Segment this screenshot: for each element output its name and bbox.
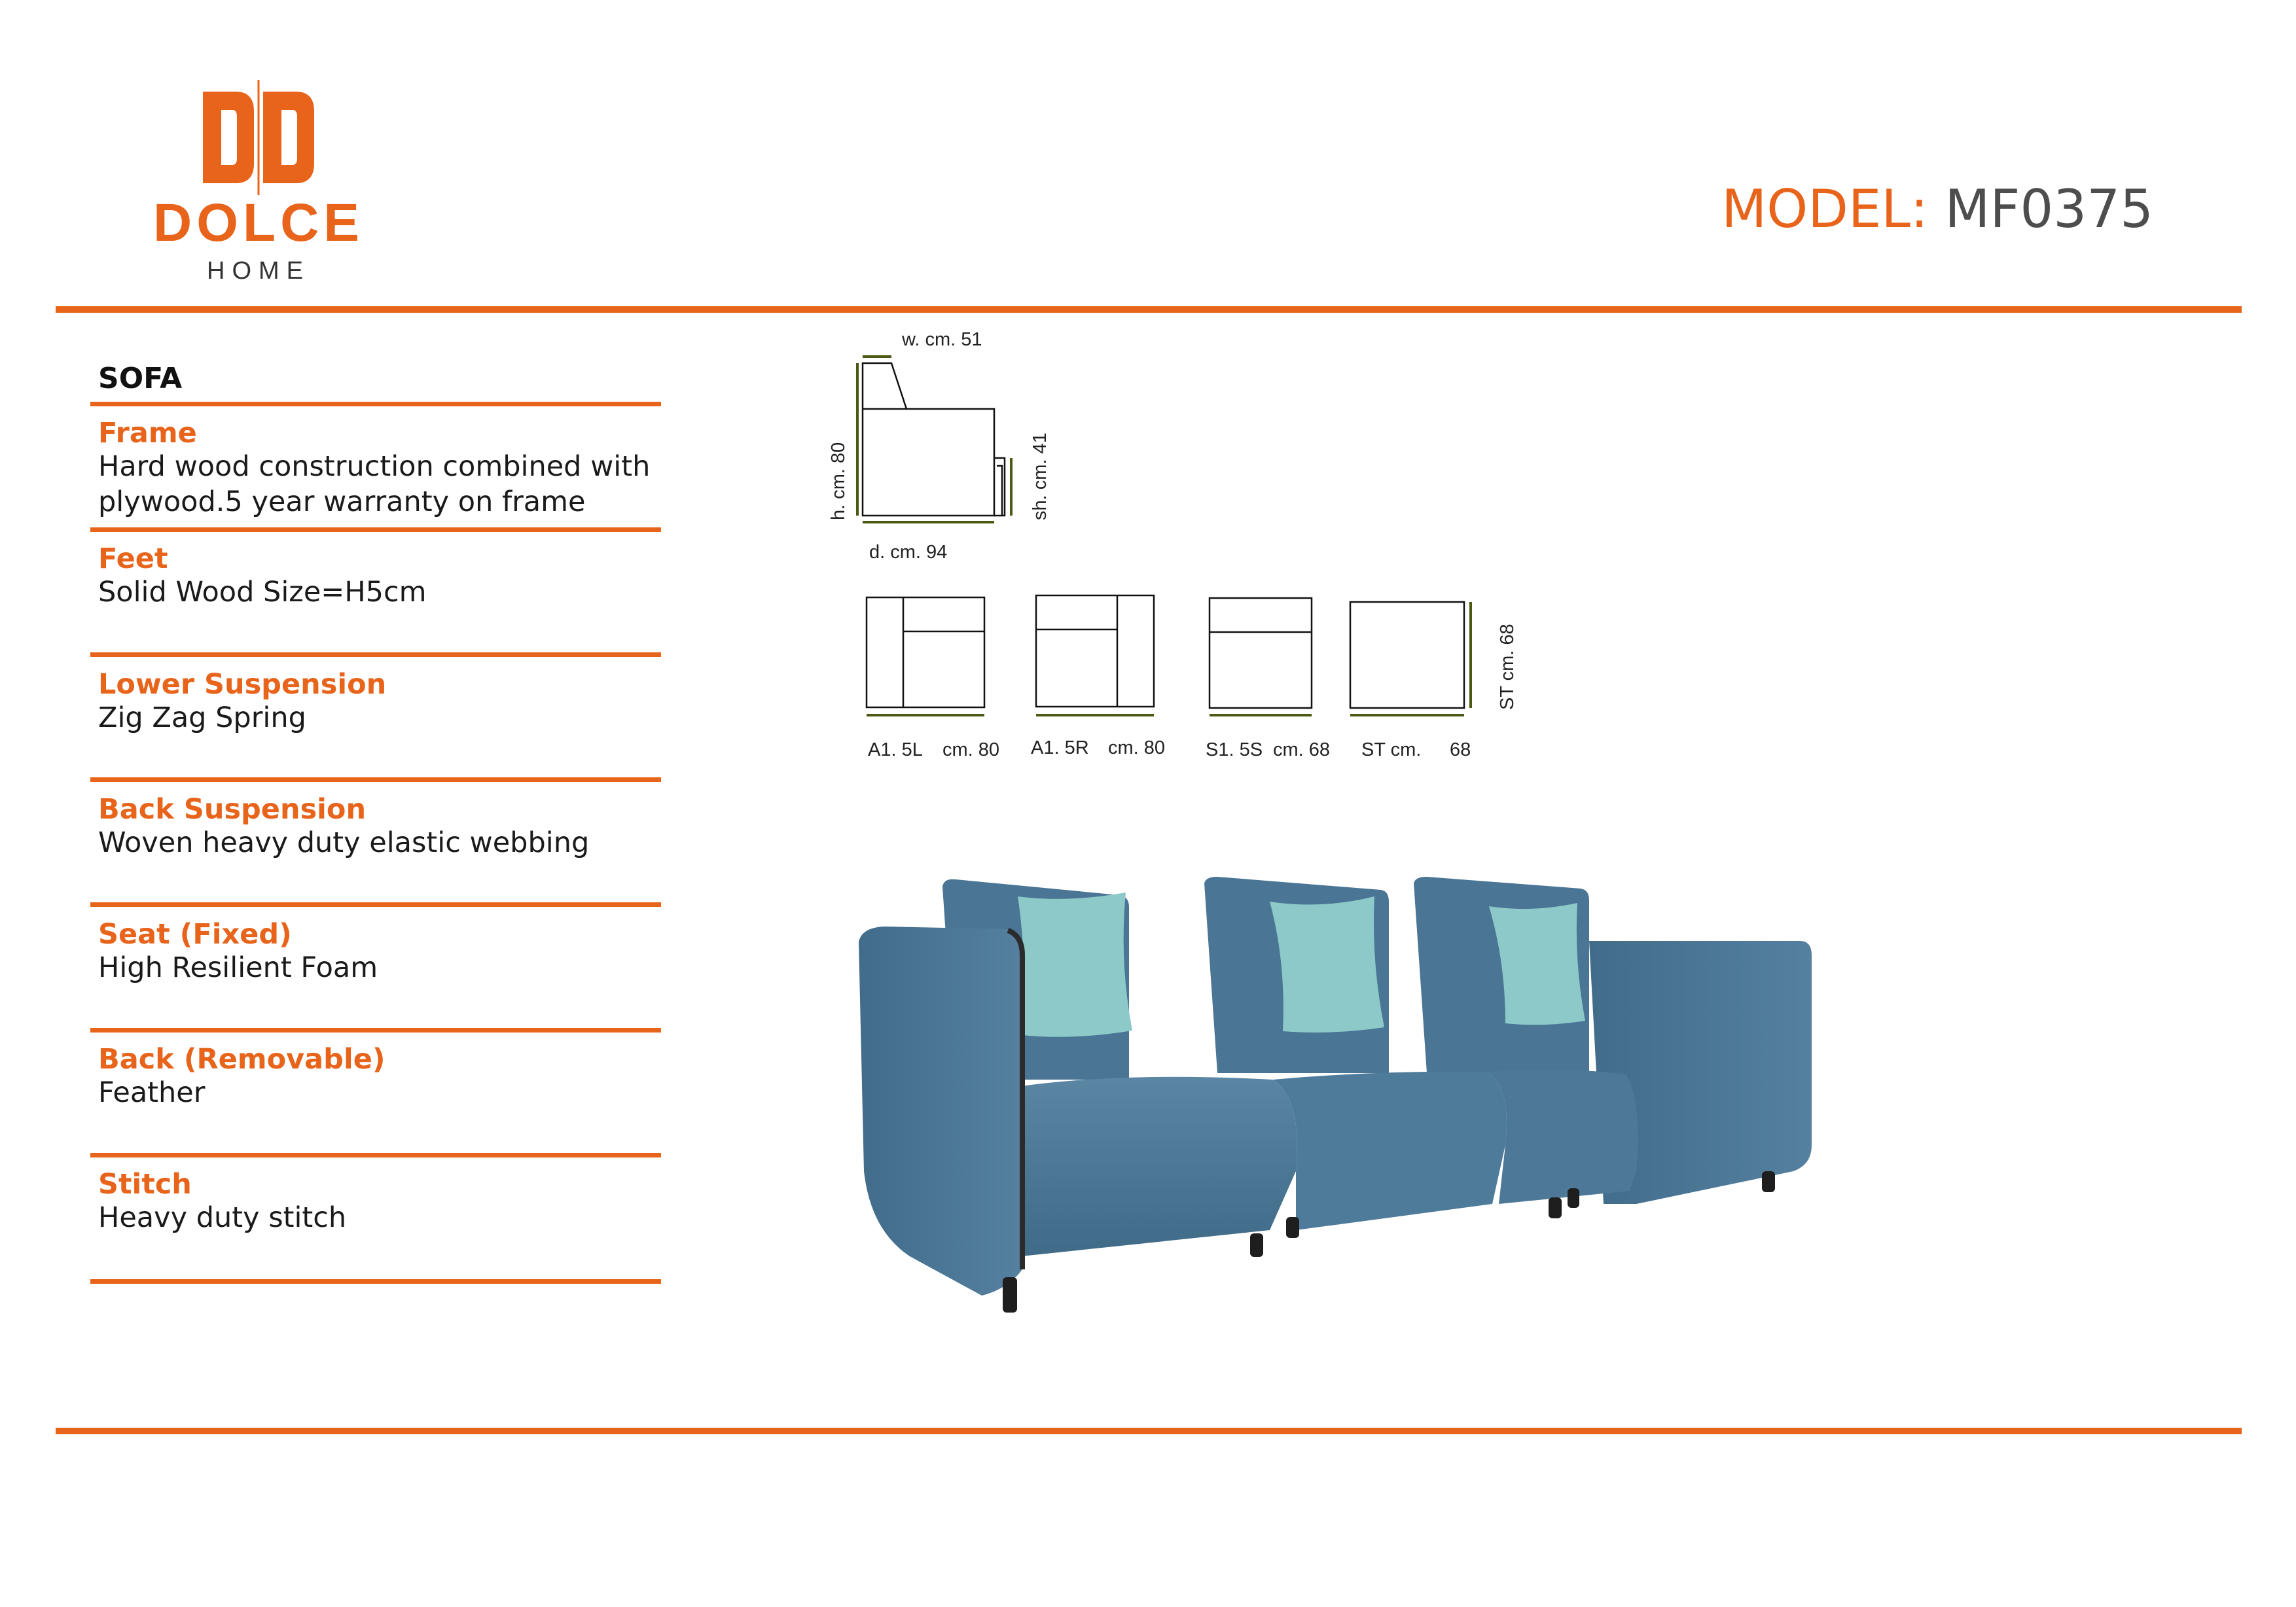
spec-value-feet bbox=[98, 574, 674, 610]
height-label: h. cm. 80 bbox=[828, 442, 849, 520]
spec-line: Hard wood construction combined with bbox=[98, 450, 651, 483]
spec-divider bbox=[90, 527, 661, 532]
depth-label: d. cm. 94 bbox=[869, 542, 948, 563]
spec-value-back bbox=[98, 1075, 674, 1110]
module-code: A1. 5R bbox=[1031, 737, 1089, 758]
header-divider bbox=[56, 306, 2242, 313]
spec-line: Heavy duty stitch bbox=[98, 1201, 347, 1234]
spec-value-frame bbox=[98, 449, 674, 520]
spec-divider bbox=[90, 777, 661, 782]
model-label: MODEL: bbox=[1721, 179, 1928, 239]
product-type: SOFA bbox=[98, 362, 183, 395]
brand-name: DOLCE bbox=[153, 193, 364, 253]
module-code: A1. 5L bbox=[868, 739, 923, 760]
sofa-product-image bbox=[851, 864, 1820, 1335]
module-code: ST cm. bbox=[1361, 739, 1422, 760]
spec-line: High Resilient Foam bbox=[98, 951, 378, 984]
dimension-drawings bbox=[812, 314, 1564, 772]
module-size: 68 bbox=[1450, 739, 1471, 760]
spec-label-back: Back (Removable) bbox=[98, 1043, 386, 1076]
footer-divider bbox=[56, 1428, 2242, 1434]
spec-divider bbox=[90, 1153, 661, 1157]
spec-label-frame: Frame bbox=[98, 417, 197, 450]
spec-divider bbox=[90, 652, 661, 657]
spec-value-lower-suspension bbox=[98, 700, 674, 735]
spec-label-feet: Feet bbox=[98, 542, 168, 575]
model-number: MF0375 bbox=[1945, 179, 2153, 239]
spec-divider bbox=[90, 1279, 661, 1284]
brand-subtitle: HOME bbox=[207, 257, 310, 285]
spec-value-seat bbox=[98, 950, 674, 985]
module-size: cm. 68 bbox=[1273, 739, 1331, 760]
spec-line: Zig Zag Spring bbox=[98, 701, 306, 734]
spec-label-seat: Seat (Fixed) bbox=[98, 918, 292, 951]
model-heading bbox=[1669, 179, 2153, 239]
spec-value-back-suspension bbox=[98, 825, 674, 860]
spec-label-lower-suspension: Lower Suspension bbox=[98, 668, 387, 701]
spec-divider bbox=[90, 402, 661, 406]
seat-height-label: sh. cm. 41 bbox=[1030, 433, 1050, 520]
width-label: w. cm. 51 bbox=[902, 329, 982, 350]
spec-value-stitch bbox=[98, 1200, 674, 1235]
st-side-label: ST cm. 68 bbox=[1497, 624, 1518, 710]
spec-divider bbox=[90, 902, 661, 907]
spec-line: plywood.5 year warranty on frame bbox=[98, 486, 586, 518]
module-size: cm. 80 bbox=[942, 739, 1000, 760]
spec-line: Solid Wood Size=H5cm bbox=[98, 576, 427, 609]
spec-line: Woven heavy duty elastic webbing bbox=[98, 826, 590, 859]
spec-label-stitch: Stitch bbox=[98, 1168, 192, 1201]
module-size: cm. 80 bbox=[1108, 737, 1166, 758]
brand-logo-icon bbox=[196, 79, 321, 196]
spec-line: Feather bbox=[98, 1076, 206, 1109]
module-code: S1. 5S bbox=[1206, 739, 1263, 760]
spec-divider bbox=[90, 1028, 661, 1033]
spec-label-back-suspension: Back Suspension bbox=[98, 793, 367, 826]
